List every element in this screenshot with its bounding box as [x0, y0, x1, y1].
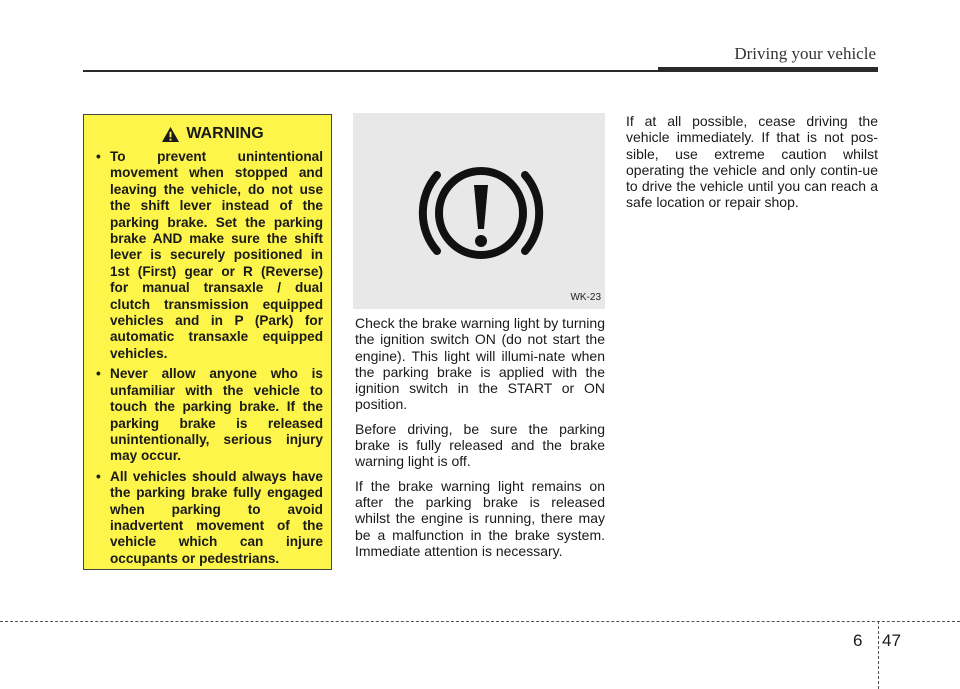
warning-list [96, 149, 323, 567]
section-title: Driving your vehicle [734, 44, 876, 63]
warning-item: • All vehicles should always have the parking brake fully engaged when parking to avoid inadvertent movement of the vehicle which can injure occupants or pedestrians. [96, 469, 323, 567]
body-paragraph: Before driving, be sure the parking brake is fully released and the brake warning light is off. [355, 420, 605, 470]
footer-rule [0, 621, 960, 622]
figure-code: WK-23 [570, 292, 601, 303]
warning-item: • To prevent unintentional movement when stopped and leaving the vehicle, do not use the shift lever instead of the parking brake. Set the parking brake AND make sure the shift lever is securely positioned in 1st (First) gear or R (Reverse) for manual transaxle / dual clutch transmission equipped vehicles and in P (Park) for automatic transaxle equipped vehicles. [96, 149, 323, 362]
warning-heading [102, 125, 323, 143]
warning-triangle-icon [161, 126, 180, 143]
brake-warning-light-icon [353, 113, 605, 309]
warning-heading-label: WARNING [186, 125, 264, 142]
warning-item: • Never allow anyone who is unfamiliar with the vehicle to touch the parking brake. If the parking brake is released unintentionally, serious injury may occur. [96, 366, 323, 464]
chapter-number: 6 [853, 631, 863, 650]
body-paragraph: Check the brake warning light by turning the ignition switch ON (do not start the engine). This light will illumi-nate when the parking brake is applied with the ignition switch in the START or ON position. [355, 315, 605, 413]
header-rule-accent [658, 67, 878, 72]
footer-divider [878, 621, 879, 689]
brake-warning-figure [353, 113, 605, 309]
body-column-middle [355, 315, 605, 567]
page-number: 47 [882, 631, 901, 650]
body-paragraph: If the brake warning light remains on after the parking brake is released whilst the engine is running, there may be a malfunction in the brake system. Immediate attention is necessary. [355, 477, 605, 559]
warning-box [83, 114, 332, 570]
body-paragraph: If at all possible, cease driving the vehicle immediately. If that is not pos-sible, use extreme caution whilst operating the vehicle and only contin-ue to drive the vehicle until you can reach a safe location or repair shop. [626, 113, 878, 211]
body-column-right [626, 113, 878, 219]
